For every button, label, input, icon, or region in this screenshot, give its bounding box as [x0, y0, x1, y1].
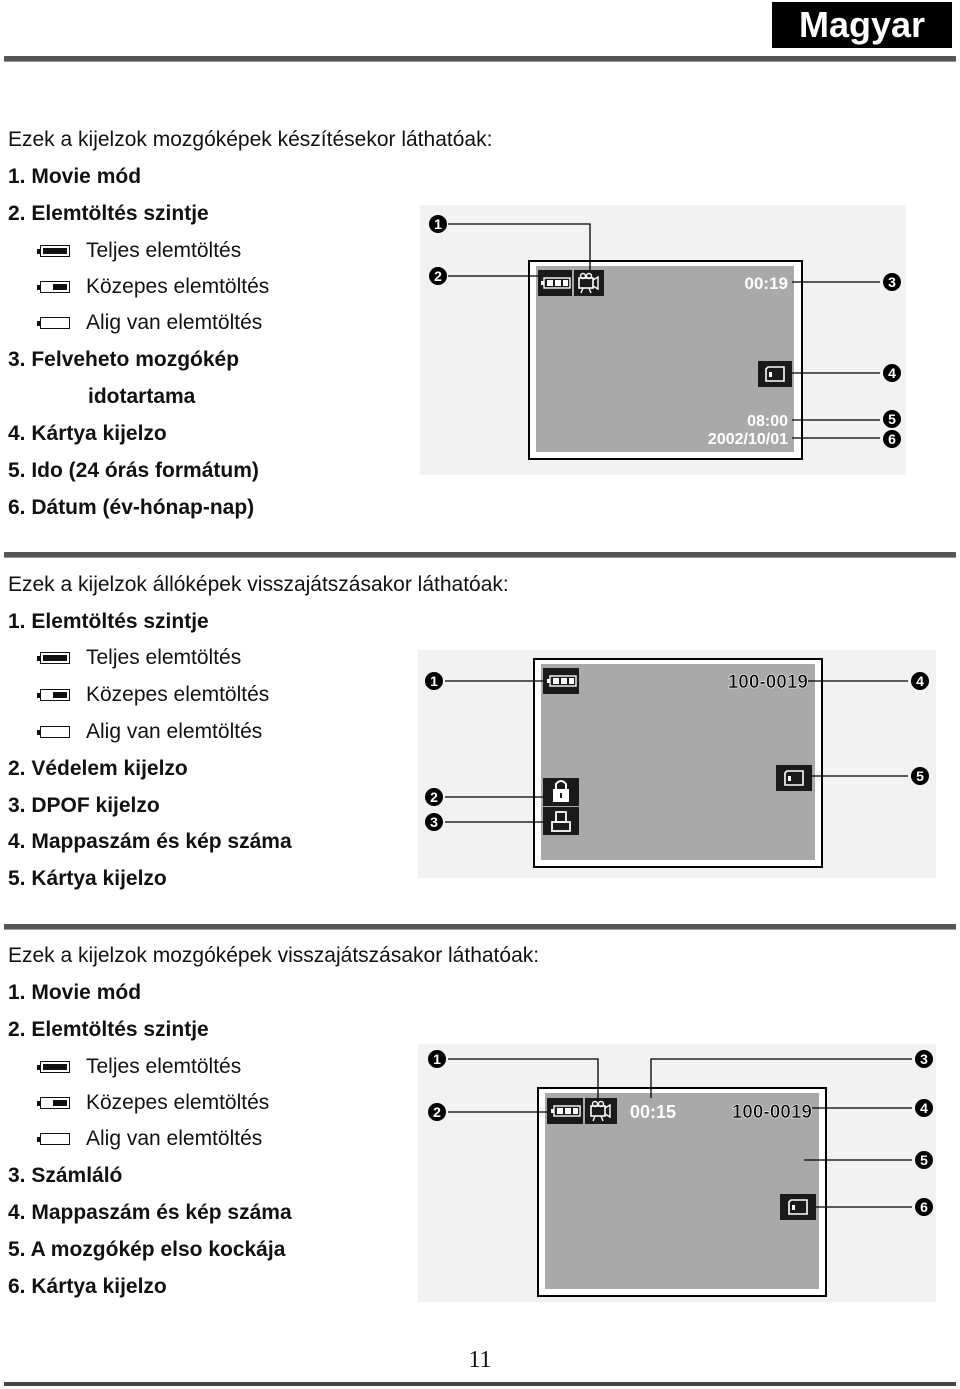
- battery-low-label: Alig van elemtöltés: [86, 720, 263, 743]
- section1-item: 5. Ido (24 órás formátum): [8, 459, 259, 482]
- lcd-screen-movie-record: [420, 205, 906, 475]
- battery-half-label: Közepes elemtöltés: [86, 275, 270, 298]
- section2-item: 5. Kártya kijelzo: [8, 867, 167, 890]
- callout-number: 4: [916, 673, 924, 689]
- card-indicator: [780, 1194, 816, 1220]
- section2-intro: Ezek a kijelzok állóképek visszajátszásakor láthatóak:: [8, 573, 509, 596]
- battery-half-label: Közepes elemtöltés: [86, 683, 270, 706]
- battery-low-label: Alig van elemtöltés: [86, 1127, 263, 1150]
- section1-item: idotartama: [88, 385, 196, 408]
- section2-item: 3. DPOF kijelzo: [8, 794, 160, 817]
- callout-number: 3: [920, 1051, 928, 1067]
- page-number: 11: [468, 1347, 492, 1373]
- section3-item: 4. Mappaszám és kép száma: [8, 1201, 292, 1224]
- section3-intro: Ezek a kijelzok mozgóképek visszajátszásakor láthatóak:: [8, 944, 540, 967]
- file-number: 100-0019: [727, 672, 808, 693]
- section3-item: 2. Elemtöltés szintje: [8, 1018, 209, 1041]
- file-number: 100-0019: [731, 1102, 812, 1123]
- section1-item: 6. Dátum (év-hónap-nap): [8, 496, 255, 519]
- section2-item: 1. Elemtöltés szintje: [8, 610, 209, 633]
- section1-item: 2. Elemtöltés szintje: [8, 202, 209, 225]
- lcd-screen-still-playback: [418, 650, 936, 878]
- battery-full-label: Teljes elemtöltés: [86, 646, 242, 669]
- section2-item: 4. Mappaszám és kép száma: [8, 830, 292, 853]
- section3-item: 3. Számláló: [8, 1164, 123, 1187]
- battery-half-label: Közepes elemtöltés: [86, 1091, 270, 1114]
- battery-full-label: Teljes elemtöltés: [86, 239, 242, 262]
- section1-intro: Ezek a kijelzok mozgóképek készítésekor láthatóak:: [8, 128, 493, 151]
- section2-item: 2. Védelem kijelzo: [8, 757, 188, 780]
- clock-time: 08:00: [747, 413, 788, 430]
- card-indicator: [758, 361, 792, 387]
- callout-number: 1: [433, 1051, 441, 1067]
- callout-number: 5: [888, 411, 896, 427]
- section3-item: 1. Movie mód: [8, 981, 142, 1004]
- section3-item: 5. A mozgókép elso kockája: [8, 1238, 286, 1261]
- callout-number: 2: [433, 1104, 441, 1120]
- callout-number: 1: [430, 673, 438, 689]
- callout-number: 5: [920, 1152, 928, 1168]
- callout-number: 4: [920, 1100, 928, 1116]
- callout-number: 5: [916, 768, 924, 784]
- card-indicator: [776, 765, 812, 791]
- recording-time: 00:19: [744, 274, 788, 293]
- footer-rule: [4, 1382, 956, 1386]
- callout-number: 3: [430, 814, 438, 830]
- section3-item: 6. Kártya kijelzo: [8, 1275, 167, 1298]
- callout-number: 2: [430, 789, 438, 805]
- callout-number: 6: [888, 431, 896, 447]
- playback-counter: 00:15: [630, 1102, 677, 1122]
- battery-full-label: Teljes elemtöltés: [86, 1055, 242, 1078]
- section1-item: 1. Movie mód: [8, 165, 142, 188]
- screen-area: [541, 664, 815, 860]
- language-tag: Magyar: [772, 2, 952, 48]
- lcd-screen-movie-playback: [418, 1044, 936, 1302]
- calendar-date: 2002/10/01: [707, 431, 788, 448]
- battery-low-label: Alig van elemtöltés: [86, 311, 263, 334]
- section1-item: 3. Felveheto mozgókép: [8, 348, 240, 371]
- callout-number: 2: [434, 268, 442, 284]
- callout-number: 6: [920, 1199, 928, 1215]
- section1-item: 4. Kártya kijelzo: [8, 422, 167, 445]
- callout-number: 3: [888, 274, 896, 290]
- callout-number: 1: [434, 216, 442, 232]
- callout-number: 4: [888, 365, 896, 381]
